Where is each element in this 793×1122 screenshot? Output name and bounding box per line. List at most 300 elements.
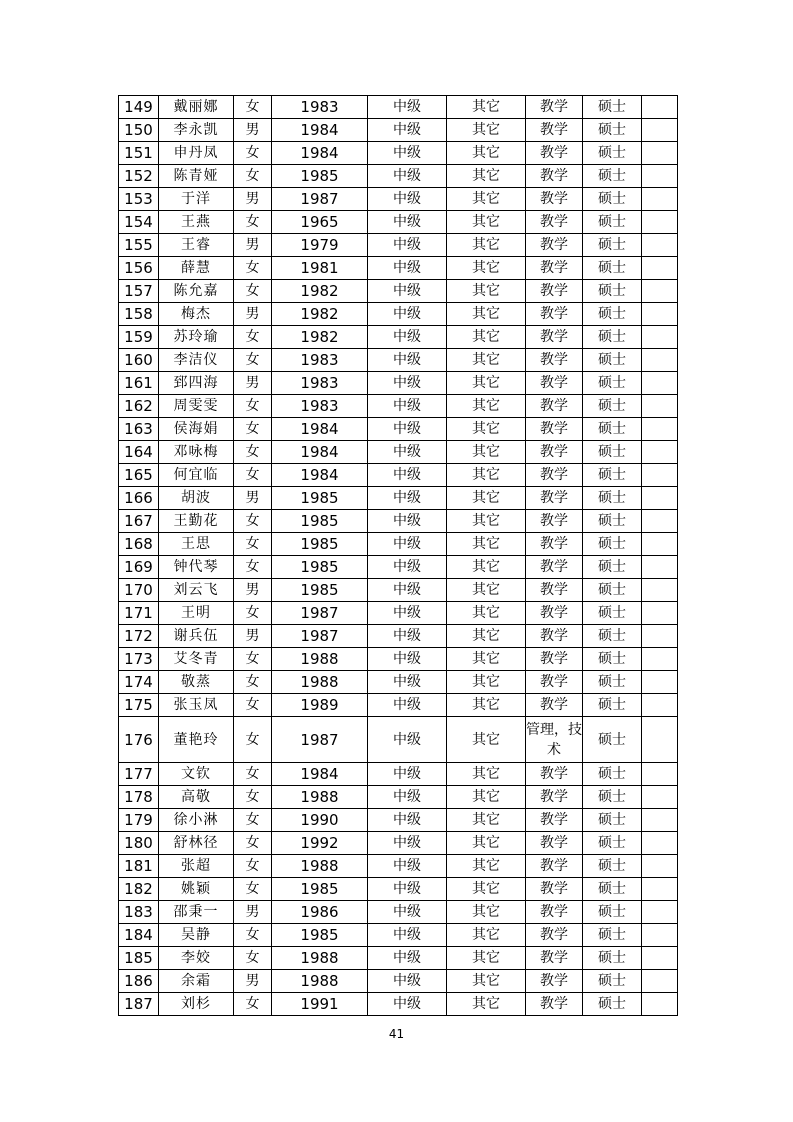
name-cell: 艾冬青 xyxy=(159,648,234,671)
title-level-cell: 中级 xyxy=(368,556,447,579)
post-cell: 管理，技术 xyxy=(526,717,583,763)
birth-year-cell: 1985 xyxy=(272,556,368,579)
row-number: 187 xyxy=(119,993,159,1016)
remark-cell xyxy=(642,510,678,533)
degree-cell: 硕士 xyxy=(583,372,642,395)
table-row xyxy=(119,625,678,648)
gender-cell: 女 xyxy=(234,441,272,464)
row-number: 150 xyxy=(119,119,159,142)
remark-cell xyxy=(642,763,678,786)
name-cell: 戴丽娜 xyxy=(159,96,234,119)
row-number: 169 xyxy=(119,556,159,579)
remark-cell xyxy=(642,855,678,878)
title-level-cell: 中级 xyxy=(368,602,447,625)
row-number: 166 xyxy=(119,487,159,510)
remark-cell xyxy=(642,165,678,188)
gender-cell: 女 xyxy=(234,993,272,1016)
table-row xyxy=(119,303,678,326)
remark-cell xyxy=(642,280,678,303)
table-row xyxy=(119,832,678,855)
post-cell: 教学 xyxy=(526,970,583,993)
name-cell: 于洋 xyxy=(159,188,234,211)
table-row xyxy=(119,763,678,786)
birth-year-cell: 1985 xyxy=(272,878,368,901)
remark-cell xyxy=(642,303,678,326)
remark-cell xyxy=(642,418,678,441)
birth-year-cell: 1988 xyxy=(272,947,368,970)
row-number: 158 xyxy=(119,303,159,326)
table-row xyxy=(119,326,678,349)
post-cell: 教学 xyxy=(526,119,583,142)
remark-cell xyxy=(642,349,678,372)
birth-year-cell: 1984 xyxy=(272,142,368,165)
post-cell: 教学 xyxy=(526,142,583,165)
name-cell: 胡波 xyxy=(159,487,234,510)
title-level-cell: 中级 xyxy=(368,901,447,924)
remark-cell xyxy=(642,625,678,648)
table-row xyxy=(119,464,678,487)
table-row xyxy=(119,993,678,1016)
gender-cell: 女 xyxy=(234,464,272,487)
birth-year-cell: 1987 xyxy=(272,188,368,211)
remark-cell xyxy=(642,234,678,257)
category-cell: 其它 xyxy=(447,257,526,280)
remark-cell xyxy=(642,809,678,832)
category-cell: 其它 xyxy=(447,119,526,142)
name-cell: 邵秉一 xyxy=(159,901,234,924)
gender-cell: 女 xyxy=(234,602,272,625)
category-cell: 其它 xyxy=(447,487,526,510)
name-cell: 刘云飞 xyxy=(159,579,234,602)
post-cell: 教学 xyxy=(526,303,583,326)
birth-year-cell: 1987 xyxy=(272,625,368,648)
birth-year-cell: 1965 xyxy=(272,211,368,234)
birth-year-cell: 1982 xyxy=(272,326,368,349)
row-number: 173 xyxy=(119,648,159,671)
gender-cell: 男 xyxy=(234,970,272,993)
table-row xyxy=(119,349,678,372)
row-number: 170 xyxy=(119,579,159,602)
name-cell: 王思 xyxy=(159,533,234,556)
title-level-cell: 中级 xyxy=(368,717,447,763)
category-cell: 其它 xyxy=(447,625,526,648)
name-cell: 邓咏梅 xyxy=(159,441,234,464)
gender-cell: 男 xyxy=(234,119,272,142)
post-cell: 教学 xyxy=(526,510,583,533)
name-cell: 高敬 xyxy=(159,786,234,809)
title-level-cell: 中级 xyxy=(368,533,447,556)
title-level-cell: 中级 xyxy=(368,165,447,188)
remark-cell xyxy=(642,326,678,349)
birth-year-cell: 1989 xyxy=(272,694,368,717)
title-level-cell: 中级 xyxy=(368,211,447,234)
row-number: 153 xyxy=(119,188,159,211)
post-cell: 教学 xyxy=(526,280,583,303)
birth-year-cell: 1990 xyxy=(272,809,368,832)
name-cell: 陈允嘉 xyxy=(159,280,234,303)
row-number: 164 xyxy=(119,441,159,464)
birth-year-cell: 1991 xyxy=(272,993,368,1016)
post-cell: 教学 xyxy=(526,878,583,901)
category-cell: 其它 xyxy=(447,418,526,441)
name-cell: 文钦 xyxy=(159,763,234,786)
name-cell: 谢兵伍 xyxy=(159,625,234,648)
title-level-cell: 中级 xyxy=(368,947,447,970)
gender-cell: 女 xyxy=(234,395,272,418)
degree-cell: 硕士 xyxy=(583,648,642,671)
staff-table xyxy=(118,95,678,1016)
row-number: 161 xyxy=(119,372,159,395)
row-number: 160 xyxy=(119,349,159,372)
remark-cell xyxy=(642,464,678,487)
category-cell: 其它 xyxy=(447,855,526,878)
title-level-cell: 中级 xyxy=(368,855,447,878)
remark-cell xyxy=(642,671,678,694)
degree-cell: 硕士 xyxy=(583,855,642,878)
row-number: 159 xyxy=(119,326,159,349)
title-level-cell: 中级 xyxy=(368,372,447,395)
birth-year-cell: 1988 xyxy=(272,970,368,993)
post-cell: 教学 xyxy=(526,165,583,188)
post-cell: 教学 xyxy=(526,441,583,464)
post-cell: 教学 xyxy=(526,257,583,280)
remark-cell xyxy=(642,694,678,717)
title-level-cell: 中级 xyxy=(368,694,447,717)
gender-cell: 女 xyxy=(234,671,272,694)
degree-cell: 硕士 xyxy=(583,924,642,947)
category-cell: 其它 xyxy=(447,924,526,947)
row-number: 152 xyxy=(119,165,159,188)
row-number: 175 xyxy=(119,694,159,717)
category-cell: 其它 xyxy=(447,717,526,763)
title-level-cell: 中级 xyxy=(368,441,447,464)
gender-cell: 男 xyxy=(234,901,272,924)
birth-year-cell: 1988 xyxy=(272,671,368,694)
post-cell: 教学 xyxy=(526,809,583,832)
title-level-cell: 中级 xyxy=(368,280,447,303)
remark-cell xyxy=(642,372,678,395)
category-cell: 其它 xyxy=(447,694,526,717)
name-cell: 王睿 xyxy=(159,234,234,257)
post-cell: 教学 xyxy=(526,786,583,809)
title-level-cell: 中级 xyxy=(368,395,447,418)
remark-cell xyxy=(642,993,678,1016)
name-cell: 梅杰 xyxy=(159,303,234,326)
degree-cell: 硕士 xyxy=(583,947,642,970)
gender-cell: 男 xyxy=(234,303,272,326)
table-row xyxy=(119,510,678,533)
name-cell: 王勤花 xyxy=(159,510,234,533)
remark-cell xyxy=(642,188,678,211)
table-row xyxy=(119,211,678,234)
post-cell: 教学 xyxy=(526,372,583,395)
table-row xyxy=(119,878,678,901)
gender-cell: 女 xyxy=(234,648,272,671)
gender-cell: 女 xyxy=(234,349,272,372)
category-cell: 其它 xyxy=(447,533,526,556)
name-cell: 王燕 xyxy=(159,211,234,234)
name-cell: 薛慧 xyxy=(159,257,234,280)
row-number: 171 xyxy=(119,602,159,625)
remark-cell xyxy=(642,556,678,579)
post-cell: 教学 xyxy=(526,487,583,510)
gender-cell: 女 xyxy=(234,96,272,119)
gender-cell: 女 xyxy=(234,694,272,717)
title-level-cell: 中级 xyxy=(368,188,447,211)
birth-year-cell: 1985 xyxy=(272,533,368,556)
title-level-cell: 中级 xyxy=(368,786,447,809)
row-number: 183 xyxy=(119,901,159,924)
gender-cell: 女 xyxy=(234,924,272,947)
category-cell: 其它 xyxy=(447,142,526,165)
row-number: 174 xyxy=(119,671,159,694)
birth-year-cell: 1983 xyxy=(272,349,368,372)
remark-cell xyxy=(642,832,678,855)
post-cell: 教学 xyxy=(526,556,583,579)
table-row xyxy=(119,671,678,694)
post-cell: 教学 xyxy=(526,625,583,648)
remark-cell xyxy=(642,579,678,602)
degree-cell: 硕士 xyxy=(583,418,642,441)
gender-cell: 女 xyxy=(234,211,272,234)
birth-year-cell: 1982 xyxy=(272,280,368,303)
post-cell: 教学 xyxy=(526,694,583,717)
row-number: 184 xyxy=(119,924,159,947)
remark-cell xyxy=(642,119,678,142)
title-level-cell: 中级 xyxy=(368,809,447,832)
degree-cell: 硕士 xyxy=(583,993,642,1016)
gender-cell: 女 xyxy=(234,556,272,579)
post-cell: 教学 xyxy=(526,349,583,372)
title-level-cell: 中级 xyxy=(368,878,447,901)
remark-cell xyxy=(642,211,678,234)
remark-cell xyxy=(642,947,678,970)
birth-year-cell: 1988 xyxy=(272,786,368,809)
name-cell: 张超 xyxy=(159,855,234,878)
category-cell: 其它 xyxy=(447,280,526,303)
gender-cell: 男 xyxy=(234,188,272,211)
post-cell: 教学 xyxy=(526,211,583,234)
gender-cell: 女 xyxy=(234,786,272,809)
title-level-cell: 中级 xyxy=(368,487,447,510)
table-row xyxy=(119,165,678,188)
row-number: 155 xyxy=(119,234,159,257)
title-level-cell: 中级 xyxy=(368,464,447,487)
row-number: 167 xyxy=(119,510,159,533)
gender-cell: 女 xyxy=(234,418,272,441)
category-cell: 其它 xyxy=(447,211,526,234)
degree-cell: 硕士 xyxy=(583,280,642,303)
table-row xyxy=(119,970,678,993)
table-row xyxy=(119,96,678,119)
table-row xyxy=(119,717,678,763)
table-row xyxy=(119,533,678,556)
degree-cell: 硕士 xyxy=(583,487,642,510)
degree-cell: 硕士 xyxy=(583,464,642,487)
degree-cell: 硕士 xyxy=(583,96,642,119)
row-number: 168 xyxy=(119,533,159,556)
name-cell: 舒林径 xyxy=(159,832,234,855)
title-level-cell: 中级 xyxy=(368,648,447,671)
title-level-cell: 中级 xyxy=(368,326,447,349)
table-row xyxy=(119,602,678,625)
title-level-cell: 中级 xyxy=(368,625,447,648)
name-cell: 陈青娅 xyxy=(159,165,234,188)
degree-cell: 硕士 xyxy=(583,878,642,901)
table-row xyxy=(119,694,678,717)
post-cell: 教学 xyxy=(526,993,583,1016)
degree-cell: 硕士 xyxy=(583,901,642,924)
gender-cell: 男 xyxy=(234,625,272,648)
title-level-cell: 中级 xyxy=(368,924,447,947)
table-row xyxy=(119,119,678,142)
category-cell: 其它 xyxy=(447,970,526,993)
remark-cell xyxy=(642,970,678,993)
birth-year-cell: 1992 xyxy=(272,832,368,855)
category-cell: 其它 xyxy=(447,602,526,625)
category-cell: 其它 xyxy=(447,234,526,257)
remark-cell xyxy=(642,257,678,280)
row-number: 163 xyxy=(119,418,159,441)
category-cell: 其它 xyxy=(447,349,526,372)
birth-year-cell: 1985 xyxy=(272,510,368,533)
degree-cell: 硕士 xyxy=(583,326,642,349)
row-number: 185 xyxy=(119,947,159,970)
gender-cell: 女 xyxy=(234,280,272,303)
table-row xyxy=(119,579,678,602)
degree-cell: 硕士 xyxy=(583,832,642,855)
gender-cell: 女 xyxy=(234,832,272,855)
degree-cell: 硕士 xyxy=(583,694,642,717)
degree-cell: 硕士 xyxy=(583,234,642,257)
name-cell: 苏玲瑜 xyxy=(159,326,234,349)
remark-cell xyxy=(642,878,678,901)
title-level-cell: 中级 xyxy=(368,234,447,257)
row-number: 154 xyxy=(119,211,159,234)
birth-year-cell: 1985 xyxy=(272,487,368,510)
name-cell: 王明 xyxy=(159,602,234,625)
gender-cell: 女 xyxy=(234,165,272,188)
title-level-cell: 中级 xyxy=(368,257,447,280)
gender-cell: 女 xyxy=(234,142,272,165)
post-cell: 教学 xyxy=(526,464,583,487)
gender-cell: 女 xyxy=(234,326,272,349)
post-cell: 教学 xyxy=(526,924,583,947)
title-level-cell: 中级 xyxy=(368,671,447,694)
title-level-cell: 中级 xyxy=(368,832,447,855)
degree-cell: 硕士 xyxy=(583,809,642,832)
name-cell: 吴静 xyxy=(159,924,234,947)
remark-cell xyxy=(642,441,678,464)
name-cell: 姚颖 xyxy=(159,878,234,901)
name-cell: 张玉凤 xyxy=(159,694,234,717)
title-level-cell: 中级 xyxy=(368,993,447,1016)
gender-cell: 女 xyxy=(234,510,272,533)
birth-year-cell: 1985 xyxy=(272,165,368,188)
birth-year-cell: 1983 xyxy=(272,96,368,119)
category-cell: 其它 xyxy=(447,510,526,533)
post-cell: 教学 xyxy=(526,418,583,441)
degree-cell: 硕士 xyxy=(583,165,642,188)
title-level-cell: 中级 xyxy=(368,303,447,326)
birth-year-cell: 1984 xyxy=(272,441,368,464)
degree-cell: 硕士 xyxy=(583,510,642,533)
name-cell: 何宜临 xyxy=(159,464,234,487)
post-cell: 教学 xyxy=(526,326,583,349)
gender-cell: 男 xyxy=(234,372,272,395)
table-row xyxy=(119,372,678,395)
category-cell: 其它 xyxy=(447,395,526,418)
gender-cell: 女 xyxy=(234,809,272,832)
post-cell: 教学 xyxy=(526,763,583,786)
name-cell: 申丹凤 xyxy=(159,142,234,165)
post-cell: 教学 xyxy=(526,648,583,671)
category-cell: 其它 xyxy=(447,188,526,211)
post-cell: 教学 xyxy=(526,901,583,924)
remark-cell xyxy=(642,786,678,809)
remark-cell xyxy=(642,717,678,763)
title-level-cell: 中级 xyxy=(368,970,447,993)
birth-year-cell: 1985 xyxy=(272,924,368,947)
category-cell: 其它 xyxy=(447,878,526,901)
gender-cell: 女 xyxy=(234,717,272,763)
post-cell: 教学 xyxy=(526,395,583,418)
birth-year-cell: 1986 xyxy=(272,901,368,924)
degree-cell: 硕士 xyxy=(583,211,642,234)
gender-cell: 女 xyxy=(234,763,272,786)
post-cell: 教学 xyxy=(526,579,583,602)
title-level-cell: 中级 xyxy=(368,418,447,441)
category-cell: 其它 xyxy=(447,947,526,970)
row-number: 180 xyxy=(119,832,159,855)
name-cell: 敬蒸 xyxy=(159,671,234,694)
degree-cell: 硕士 xyxy=(583,188,642,211)
page-number: 41 xyxy=(388,1027,405,1041)
degree-cell: 硕士 xyxy=(583,533,642,556)
table-body xyxy=(119,96,678,1016)
category-cell: 其它 xyxy=(447,671,526,694)
remark-cell xyxy=(642,533,678,556)
gender-cell: 女 xyxy=(234,533,272,556)
degree-cell: 硕士 xyxy=(583,671,642,694)
remark-cell xyxy=(642,487,678,510)
row-number: 181 xyxy=(119,855,159,878)
title-level-cell: 中级 xyxy=(368,349,447,372)
category-cell: 其它 xyxy=(447,901,526,924)
name-cell: 余霜 xyxy=(159,970,234,993)
title-level-cell: 中级 xyxy=(368,763,447,786)
degree-cell: 硕士 xyxy=(583,257,642,280)
birth-year-cell: 1982 xyxy=(272,303,368,326)
row-number: 172 xyxy=(119,625,159,648)
category-cell: 其它 xyxy=(447,993,526,1016)
category-cell: 其它 xyxy=(447,648,526,671)
gender-cell: 男 xyxy=(234,487,272,510)
title-level-cell: 中级 xyxy=(368,96,447,119)
table-row xyxy=(119,418,678,441)
birth-year-cell: 1981 xyxy=(272,257,368,280)
remark-cell xyxy=(642,96,678,119)
row-number: 162 xyxy=(119,395,159,418)
name-cell: 李姣 xyxy=(159,947,234,970)
table-row xyxy=(119,188,678,211)
name-cell: 李永凯 xyxy=(159,119,234,142)
category-cell: 其它 xyxy=(447,441,526,464)
post-cell: 教学 xyxy=(526,533,583,556)
row-number: 179 xyxy=(119,809,159,832)
degree-cell: 硕士 xyxy=(583,395,642,418)
gender-cell: 女 xyxy=(234,855,272,878)
